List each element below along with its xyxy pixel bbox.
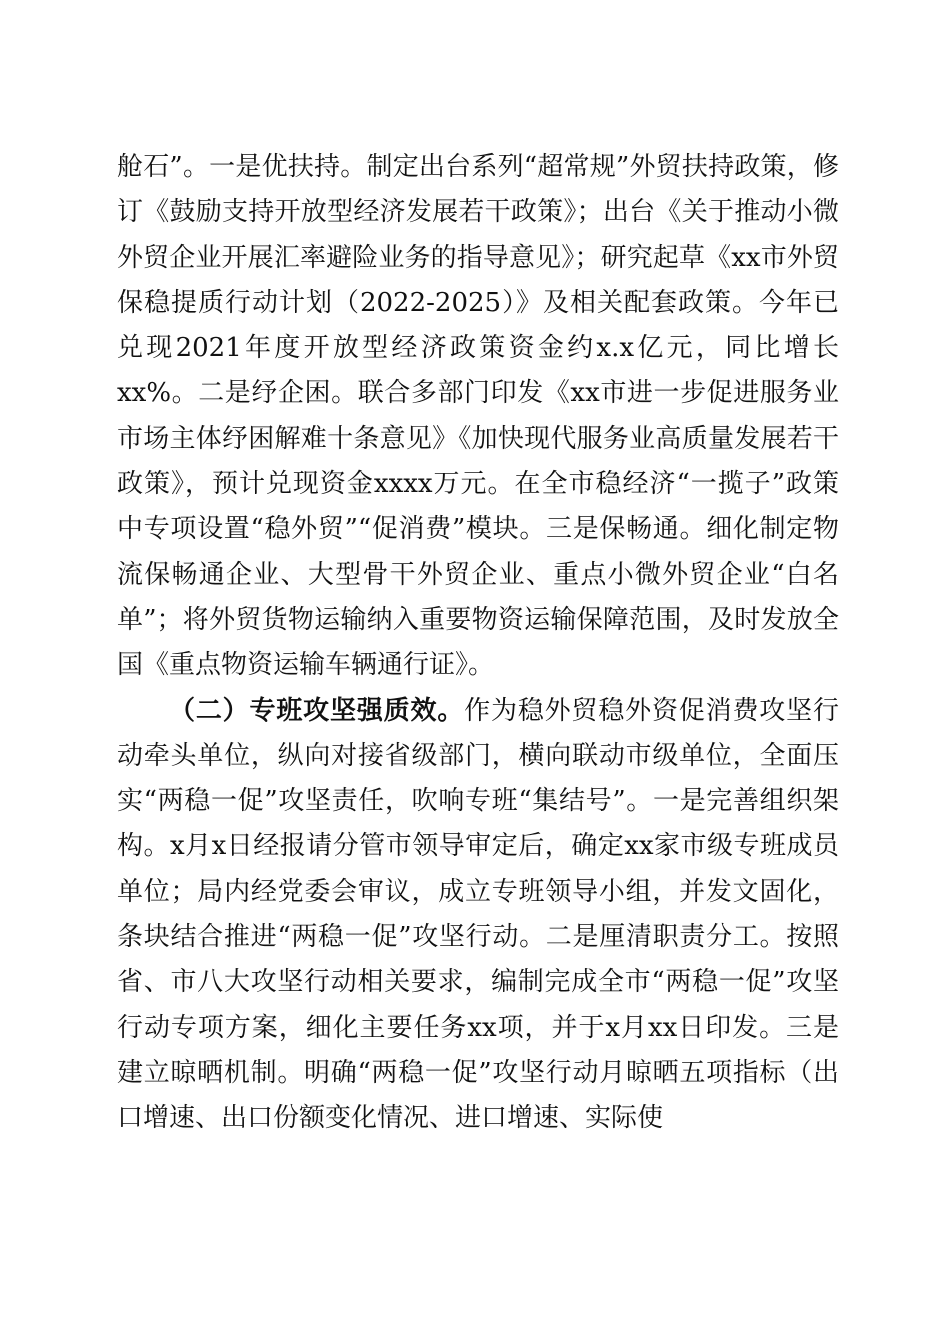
section-heading-task-force: （二）专班攻坚强质效。 [169,695,465,726]
paragraph-policy-support: 舱石”。一是优扶持。制定出台系列“超常规”外贸扶持政策，修订《鼓励支持开放型经济发展若干政策》；出台《关于推动小微外贸企业开展汇率避险业务的指导意见》；研究起草《xx市外贸保稳提质行动计划（2022-2025）》及相关配套政策。今年已兑现2021年度开放型经济政策资金约x.x亿元，同比增长xx%。二是纾企困。联合多部门印发《xx市进一步促进服务业市场主体纾困解难十条意见》《加快现代服务业高质量发展若干政策》，预计兑现资金xxxx万元。在全市稳经济“一揽子”政策中专项设置“稳外贸”“促消费”模块。三是保畅通。细化制定物流保畅通企业、大型骨干外贸企业、重点小微外贸企业“白名单”；将外贸货物运输纳入重要物资运输保障范围，及时发放全国《重点物资运输车辆通行证》。 [117,152,839,681]
paragraph-task-force [117,689,839,1142]
document-body [117,145,839,1142]
paragraph-task-force-body: 作为稳外贸稳外资促消费攻坚行动牵头单位，纵向对接省级部门，横向联动市级单位，全面压实“两稳一促”攻坚责任，吹响专班“集结号”。一是完善组织架构。x月x日经报请分管市领导审定后，确定xx家市级专班成员单位；局内经党委会审议，成立专班领导小组，并发文固化，条块结合推进“两稳一促”攻坚行动。二是厘清职责分工。按照省、市八大攻坚行动相关要求，编制完成全市“两稳一促”攻坚行动专项方案，细化主要任务xx项，并于x月xx日印发。三是建立晾晒机制。明确“两稳一促”攻坚行动月晾晒五项指标（出口增速、出口份额变化情况、进口增速、实际使 [117,695,839,1134]
